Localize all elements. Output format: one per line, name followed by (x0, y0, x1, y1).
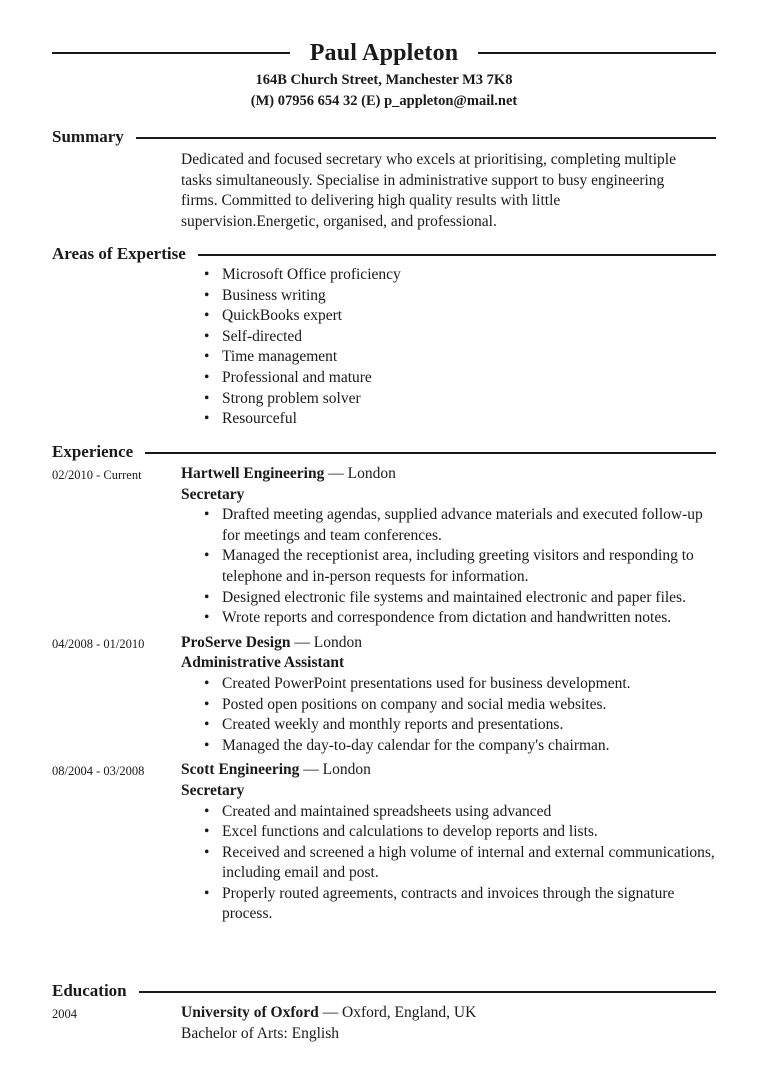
contact-info: (M) 07956 654 32 (E) p_appleton@mail.net (250, 93, 518, 109)
resume-header (52, 36, 716, 112)
bullet-icon: • (204, 286, 210, 304)
expertise-list (204, 265, 716, 430)
summary-title: Summary (52, 127, 124, 146)
job-dates: 08/2004 - 03/2008 (52, 764, 145, 779)
bullet-icon: • (204, 266, 210, 283)
education-title: Education (52, 981, 127, 1000)
job-entry (52, 464, 716, 629)
bullet-icon: • (204, 843, 210, 861)
bullet-icon: • (204, 736, 210, 754)
list-item (204, 695, 716, 716)
job-entry (52, 760, 716, 925)
education-degree: Bachelor of Arts: English (181, 1024, 339, 1042)
section-rule (136, 137, 716, 139)
section-rule (198, 254, 716, 256)
job-location: London (322, 761, 371, 779)
expertise-item: Self-directed (222, 327, 303, 345)
education-year: 2004 (52, 1007, 77, 1021)
summary-text: Dedicated and focused secretary who excels at prioritising, completing multiple tasks simultaneously. Specialise in administrative support to busy engineering firms. Committed to delivering high quality results with little supervision.Energetic, organised, and professional. (181, 151, 676, 230)
bullet-icon: • (204, 547, 210, 565)
list-item (204, 715, 716, 736)
bullet-icon: • (204, 389, 210, 407)
expertise-title: Areas of Expertise (52, 244, 186, 263)
job-dates: 02/2010 - Current (52, 468, 142, 482)
education-institution-line (181, 1003, 716, 1024)
job-company: Scott Engineering (181, 761, 300, 779)
separator: — (324, 465, 348, 482)
job-bullet-text: Designed electronic file systems and maintained electronic and paper files. (222, 588, 686, 606)
job-bullets (204, 802, 716, 926)
job-bullet-text: Managed the receptionist area, including greeting visitors and responding to telephone and in-person requests for information. (222, 547, 694, 585)
bullet-icon: • (204, 609, 210, 627)
list-item (204, 822, 716, 843)
header-rule-left (52, 52, 290, 54)
list-item (204, 843, 716, 884)
list-item (204, 608, 716, 629)
job-bullet-text: Wrote reports and correspondence from dictation and handwritten notes. (222, 609, 672, 627)
job-company-line (181, 633, 716, 654)
expertise-item: Resourceful (222, 410, 297, 428)
expertise-item: QuickBooks expert (222, 307, 343, 325)
address: 164B Church Street, Manchester M3 7K8 (255, 72, 513, 88)
section-rule (145, 452, 716, 454)
list-item (204, 409, 716, 430)
job-bullet-text: Posted open positions on company and social media websites. (222, 695, 607, 713)
education-section (52, 980, 716, 1044)
list-item (204, 505, 716, 546)
separator: — (318, 1004, 343, 1021)
list-item (204, 736, 716, 757)
list-item (204, 802, 716, 823)
list-item (204, 368, 716, 389)
education-details (181, 1003, 716, 1044)
job-bullet-text: Properly routed agreements, contracts and invoices through the signature process. (222, 884, 675, 923)
expertise-item: Professional and mature (222, 368, 372, 386)
bullet-icon: • (204, 327, 210, 345)
job-dates: 04/2008 - 01/2010 (52, 636, 145, 651)
job-bullet-text: Drafted meeting agendas, supplied advance materials and executed follow-up for meetings and team conferences. (222, 506, 703, 544)
job-bullet-text: Created PowerPoint presentations used for business development. (222, 674, 631, 692)
list-item (204, 306, 716, 327)
job-location: London (313, 633, 362, 651)
bullet-icon: • (204, 588, 210, 606)
section-heading (52, 980, 716, 1002)
job-company-line (181, 464, 716, 485)
job-entry (52, 633, 716, 757)
bullet-icon: • (204, 674, 210, 692)
bullet-icon: • (204, 410, 210, 428)
list-item (204, 347, 716, 368)
name-row (52, 36, 716, 70)
job-company: Hartwell Engineering (181, 465, 325, 482)
bullet-icon: • (204, 823, 210, 841)
separator: — (299, 761, 323, 779)
job-role: Secretary (181, 781, 245, 799)
bullet-icon: • (204, 307, 210, 325)
bullet-icon: • (204, 348, 210, 366)
education-location: Oxford, England, UK (342, 1004, 477, 1021)
bullet-icon: • (204, 802, 210, 820)
job-bullets (204, 505, 716, 629)
bullet-icon: • (204, 884, 210, 902)
bullet-icon: • (204, 716, 210, 734)
job-company: ProServe Design (181, 633, 291, 651)
job-bullet-text: Received and screened a high volume of internal and external communications, including email and post. (222, 843, 715, 882)
job-details (181, 633, 716, 757)
expertise-item: Strong problem solver (222, 389, 361, 407)
list-item (204, 389, 716, 410)
section-heading (52, 441, 716, 463)
bullet-icon: • (204, 506, 210, 524)
education-institution: University of Oxford (181, 1004, 319, 1021)
job-details (181, 464, 716, 629)
section-heading (52, 243, 716, 265)
expertise-item: Microsoft Office proficiency (222, 266, 401, 283)
summary-section (52, 126, 716, 232)
candidate-name: Paul Appleton (309, 39, 459, 66)
list-item (204, 884, 716, 925)
job-company-line (181, 760, 716, 781)
expertise-section (52, 243, 716, 430)
list-item (204, 674, 716, 695)
separator: — (290, 633, 314, 651)
education-entry (52, 1003, 716, 1044)
job-role: Secretary (181, 485, 245, 503)
list-item (204, 286, 716, 307)
section-heading (52, 126, 716, 148)
experience-title: Experience (52, 442, 134, 461)
job-role: Administrative Assistant (181, 654, 345, 672)
expertise-item: Time management (222, 348, 338, 366)
job-bullet-text: Excel functions and calculations to develop reports and lists. (222, 823, 598, 841)
job-details (181, 760, 716, 925)
expertise-item: Business writing (222, 286, 326, 304)
list-item (204, 265, 716, 286)
experience-section (52, 441, 716, 925)
section-rule (139, 991, 716, 993)
job-location: London (347, 465, 396, 482)
job-bullets (204, 674, 716, 756)
job-bullet-text: Created and maintained spreadsheets using advanced (222, 802, 552, 820)
bullet-icon: • (204, 695, 210, 713)
list-item (204, 588, 716, 609)
list-item (204, 546, 716, 587)
bullet-icon: • (204, 368, 210, 386)
job-bullet-text: Managed the day-to-day calendar for the company's chairman. (222, 736, 610, 754)
job-bullet-text: Created weekly and monthly reports and presentations. (222, 716, 564, 734)
header-rule-right (478, 52, 716, 54)
list-item (204, 327, 716, 348)
